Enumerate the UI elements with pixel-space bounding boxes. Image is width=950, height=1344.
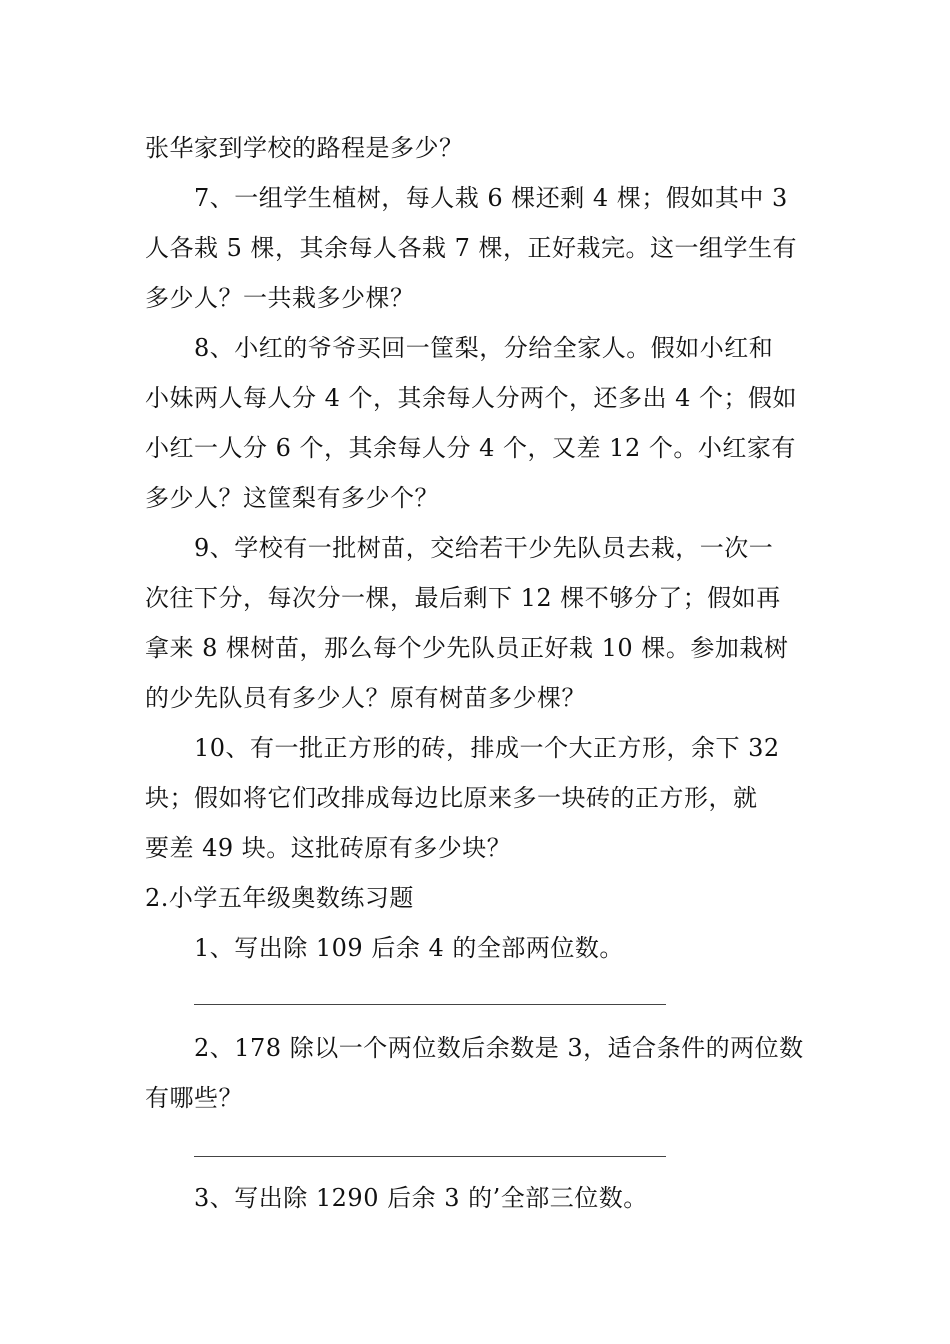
problem-10-line-2: 块；假如将它们改排成每边比原来多一块砖的正方形，就 [145, 784, 758, 812]
exercise-3: 3、写出除 1290 后余 3 的’全部三位数。 [194, 1184, 648, 1212]
problem-9-line-2: 次往下分，每次分一棵，最后剩下 12 棵不够分了；假如再 [145, 584, 781, 612]
exercise-2-line-2: 有哪些？ [145, 1084, 243, 1112]
problem-8-line-3: 小红一人分 6 个，其余每人分 4 个，又差 12 个。小红家有 [145, 434, 796, 462]
section-heading: 2.小学五年级奥数练习题 [145, 884, 414, 912]
problem-8-line-4: 多少人？这筐梨有多少个？ [145, 484, 439, 512]
paragraph-line: 张华家到学校的路程是多少？ [145, 134, 464, 162]
problem-7-line-3: 多少人？一共栽多少棵？ [145, 284, 415, 312]
answer-line [194, 1004, 666, 1005]
problem-9-line-3: 拿来 8 棵树苗，那么每个少先队员正好栽 10 棵。参加栽树 [145, 634, 789, 662]
problem-8-line-2: 小妹两人每人分 4 个，其余每人分两个，还多出 4 个；假如 [145, 384, 798, 412]
problem-7-line-1: 7、一组学生植树，每人栽 6 棵还剩 4 棵；假如其中 3 [194, 184, 788, 212]
exercise-2-line-1: 2、178 除以一个两位数后余数是 3，适合条件的两位数 [194, 1034, 804, 1062]
problem-7-line-2: 人各栽 5 棵，其余每人各栽 7 棵，正好栽完。这一组学生有 [145, 234, 798, 262]
problem-10-line-1: 10、有一批正方形的砖，排成一个大正方形，余下 32 [194, 734, 780, 762]
problem-10-line-3: 要差 49 块。这批砖原有多少块？ [145, 834, 512, 862]
problem-9-line-4: 的少先队员有多少人？原有树苗多少棵？ [145, 684, 586, 712]
problem-8-line-1: 8、小红的爷爷买回一筐梨，分给全家人。假如小红和 [194, 334, 774, 362]
problem-9-line-1: 9、学校有一批树苗，交给若干少先队员去栽，一次一 [194, 534, 774, 562]
exercise-1: 1、写出除 109 后余 4 的全部两位数。 [194, 934, 624, 962]
answer-line [194, 1156, 666, 1157]
